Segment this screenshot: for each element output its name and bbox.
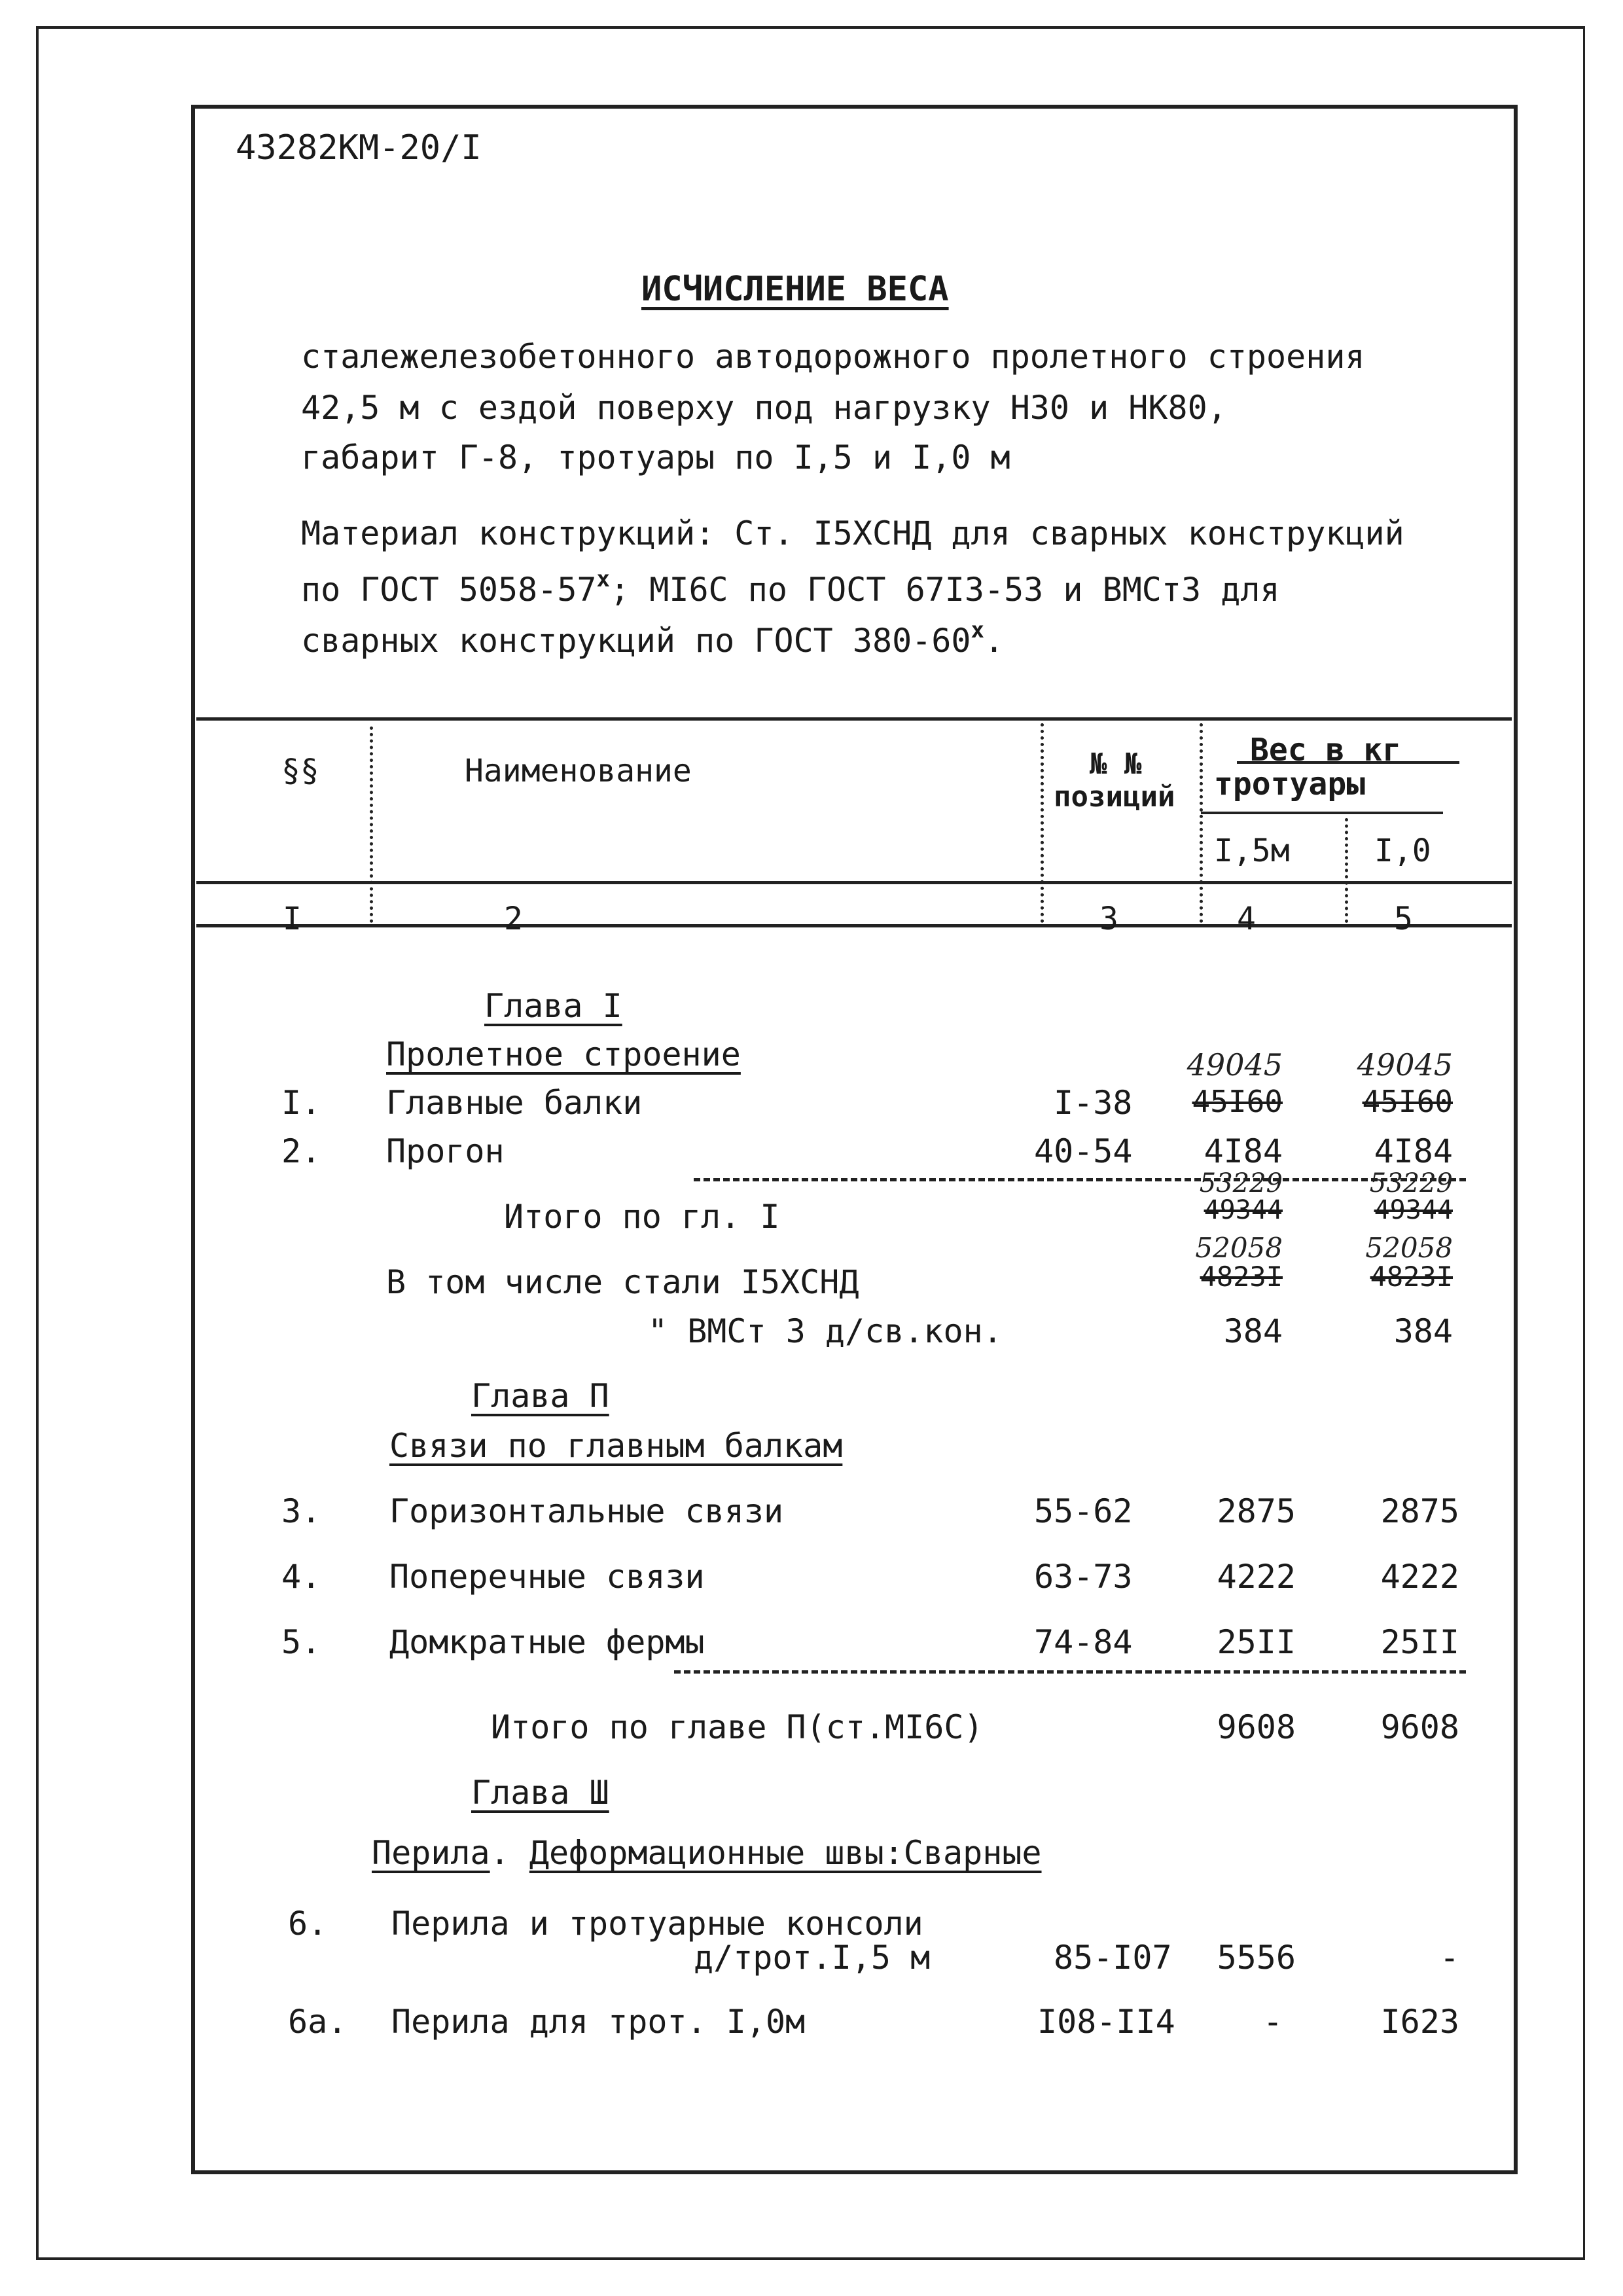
col-number-5: 5 <box>1394 901 1413 937</box>
row-1-w10-handwritten: 49045 <box>1357 1047 1453 1083</box>
row-6-number: 6. <box>288 1905 328 1943</box>
total-1-label: Итого по гл. I <box>504 1198 780 1236</box>
row-6a-w15: - <box>1262 2003 1283 2041</box>
row-4-positions: 63-73 <box>1034 1558 1133 1596</box>
description-line-1: сталежелезобетонного автодорожного пролетного строения <box>301 338 1365 376</box>
row-2-name: Прогон <box>386 1132 505 1170</box>
table-top-rule <box>196 717 1512 721</box>
row-3-positions: 55-62 <box>1034 1492 1133 1530</box>
material-line-3: сварных конструкций по ГОСТ 380-60$^x$. <box>301 617 1005 660</box>
document-code: 43282КМ-20/I <box>236 128 482 168</box>
row-6-name-line-2: д/трот.I,5 м <box>694 1939 931 1977</box>
numbers-bottom-rule <box>196 924 1512 927</box>
row-3-number: 3. <box>281 1492 321 1530</box>
row-6a-w10: I623 <box>1380 2003 1459 2041</box>
row-6-positions: 85-I07 <box>1054 1939 1172 1977</box>
subtotal-dash-2 <box>674 1670 1466 1674</box>
col-divider-1 <box>370 726 373 923</box>
steel-1-w10-struck: 4823I <box>1370 1261 1453 1293</box>
steel-1-w15-struck: 4823I <box>1200 1261 1283 1293</box>
row-1-w15-struck: 45I60 <box>1192 1084 1283 1119</box>
steel-1-w10-handwritten: 52058 <box>1365 1232 1453 1264</box>
header-sub-10: I,0 <box>1374 833 1431 869</box>
material-line-1: Материал конструкций: Ст. I5ХСНД для сварных конструкций <box>301 514 1404 552</box>
row-2-positions: 40-54 <box>1034 1132 1133 1170</box>
material-line-2: по ГОСТ 5058-57$^x$; МI6С по ГОСТ 67I3-53 и ВМСт3 для <box>301 566 1280 609</box>
header-name: Наименование <box>465 753 692 789</box>
row-4-w10: 4222 <box>1380 1558 1459 1596</box>
chapter-3-subtitle-a: Перила <box>372 1834 490 1872</box>
row-2-number: 2. <box>281 1132 321 1170</box>
chapter-3-subtitle: Перила. Деформационные швы:Сварные <box>372 1834 1042 1872</box>
col-number-4: 4 <box>1237 901 1256 937</box>
row-6a-positions: I08-II4 <box>1037 2003 1175 2041</box>
chapter-1-title: Глава I <box>484 987 622 1025</box>
header-positions-2: позиций <box>1054 780 1175 814</box>
steel-2-w10: 384 <box>1393 1312 1453 1350</box>
row-1-name: Главные балки <box>386 1084 643 1122</box>
row-5-w15: 25II <box>1217 1623 1296 1661</box>
row-6a-name: Перила для трот. I,0м <box>391 2003 806 2041</box>
col-number-1: I <box>283 901 302 937</box>
header-sub-15: I,5м <box>1214 833 1290 869</box>
row-6-w10: - <box>1439 1939 1459 1977</box>
row-3-w15: 2875 <box>1217 1492 1296 1530</box>
row-4-name: Поперечные связи <box>389 1558 705 1596</box>
total-1-w15-struck: 49344 <box>1204 1195 1283 1225</box>
row-2-w15: 4I84 <box>1204 1132 1283 1170</box>
row-4-w15: 4222 <box>1217 1558 1296 1596</box>
sidewalks-underline <box>1201 812 1443 814</box>
steel-1-w15-handwritten: 52058 <box>1195 1232 1283 1264</box>
row-6-name-line-1: Перила и тротуарные консоли <box>391 1905 923 1943</box>
chapter-3-title: Глава Ш <box>471 1774 609 1812</box>
col-number-2: 2 <box>504 901 523 937</box>
row-2-w10: 4I84 <box>1374 1132 1453 1170</box>
chapter-1-subtitle: Пролетное строение <box>386 1035 741 1073</box>
row-3-name: Горизонтальные связи <box>389 1492 784 1530</box>
steel-2-w15: 384 <box>1223 1312 1283 1350</box>
row-5-number: 5. <box>281 1623 321 1661</box>
row-6a-number: 6а. <box>288 2003 348 2041</box>
total-1-w15-handwritten: 53229 <box>1199 1168 1283 1198</box>
col-divider-2 <box>1041 723 1044 923</box>
row-1-w10-struck: 45I60 <box>1362 1084 1453 1119</box>
total-1-w10-struck: 49344 <box>1374 1195 1453 1225</box>
steel-2-label: " ВМСт 3 д/св.кон. <box>648 1312 1003 1350</box>
col-divider-3 <box>1200 723 1203 923</box>
document-title: ИСЧИСЛЕНИЕ ВЕСА <box>641 270 949 309</box>
row-3-w10: 2875 <box>1380 1492 1459 1530</box>
steel-1-label: В том числе стали I5ХСНД <box>386 1263 859 1301</box>
header-positions-1: № № <box>1090 747 1142 781</box>
row-1-w15-handwritten: 49045 <box>1186 1047 1283 1083</box>
row-5-w10: 25II <box>1380 1623 1459 1661</box>
total-2-w15: 9608 <box>1217 1708 1296 1746</box>
header-bottom-rule <box>196 881 1512 884</box>
row-5-positions: 74-84 <box>1034 1623 1133 1661</box>
row-6-w15: 5556 <box>1217 1939 1296 1977</box>
col-number-3: 3 <box>1099 901 1118 937</box>
row-4-number: 4. <box>281 1558 321 1596</box>
chapter-3-subtitle-b: Деформационные швы:Сварные <box>529 1834 1042 1872</box>
row-1-number: I. <box>281 1084 321 1122</box>
col-divider-4 <box>1345 818 1348 923</box>
header-sidewalks: тротуары <box>1214 766 1366 802</box>
row-5-name: Домкратные фермы <box>389 1623 705 1661</box>
row-1-positions: I-38 <box>1054 1084 1133 1122</box>
description-line-3: габарит Г-8, тротуары по I,5 и I,0 м <box>301 439 1010 476</box>
total-2-label: Итого по главе П(ст.МI6С) <box>491 1708 984 1746</box>
total-1-w10-handwritten: 53229 <box>1369 1168 1453 1198</box>
chapter-2-title: Глава П <box>471 1377 609 1415</box>
header-section: §§ <box>281 753 319 789</box>
header-weight: Вес в кг <box>1250 732 1402 768</box>
total-2-w10: 9608 <box>1380 1708 1459 1746</box>
chapter-2-subtitle: Связи по главным балкам <box>389 1427 843 1465</box>
description-line-2: 42,5 м с ездой поверху под нагрузку Н30 и НК80, <box>301 389 1227 427</box>
